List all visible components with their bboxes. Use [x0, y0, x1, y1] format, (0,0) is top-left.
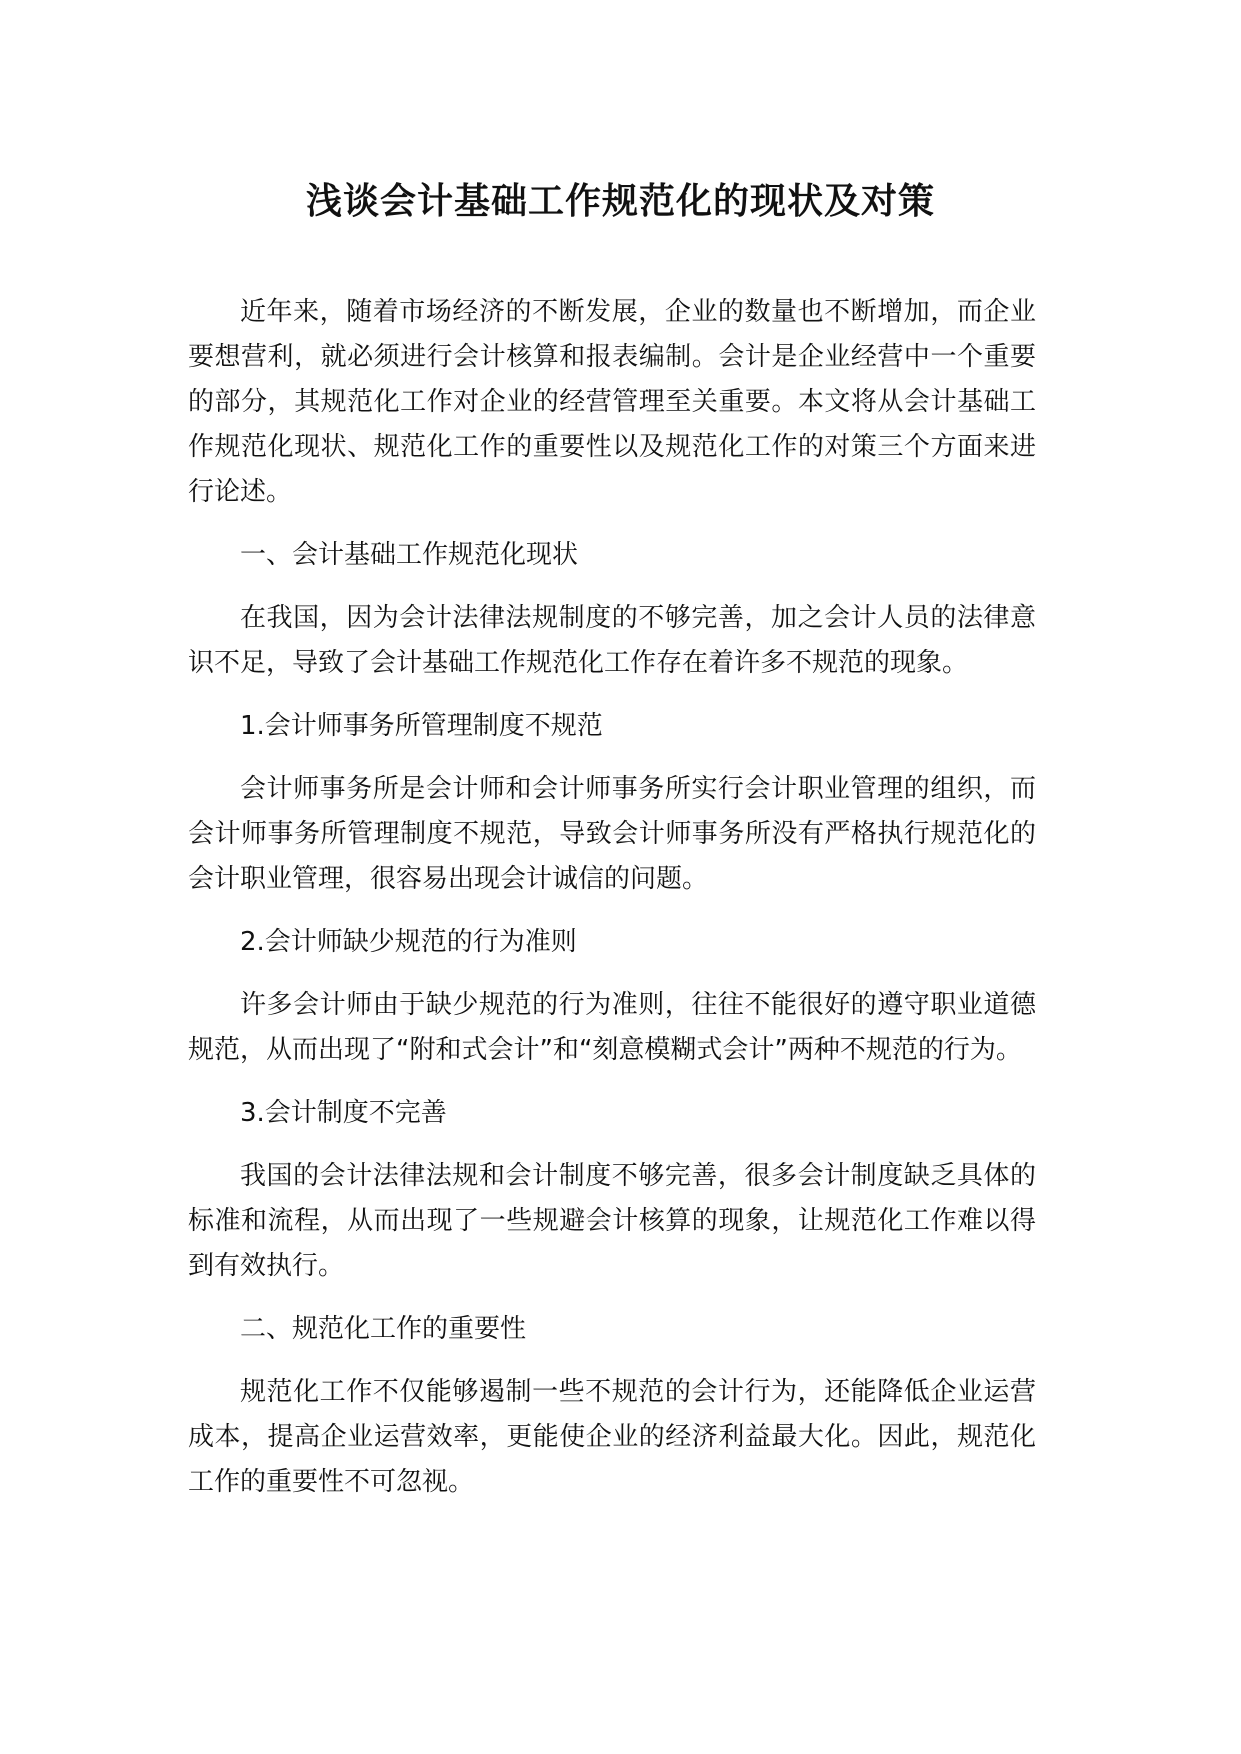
- paragraph-section-2: 规范化工作不仅能够遏制一些不规范的会计行为，还能降低企业运营成本，提高企业运营效率，更能使企业的经济利益最大化。因此，规范化工作的重要性不可忽视。: [188, 1377, 1036, 1497]
- section-heading-1: 一、会计基础工作规范化现状: [240, 540, 579, 570]
- paragraph-1-3: 我国的会计法律法规和会计制度不够完善，很多会计制度缺乏具体的标准和流程，从而出现了一些规避会计核算的现象，让规范化工作难以得到有效执行。: [188, 1161, 1036, 1281]
- paragraph-section-1: 在我国，因为会计法律法规制度的不够完善，加之会计人员的法律意识不足，导致了会计基础工作规范化工作存在着许多不规范的现象。: [188, 603, 1036, 678]
- subheading-1-2: 2.会计师缺少规范的行为准则: [240, 927, 577, 957]
- paragraph-1-2: 许多会计师由于缺少规范的行为准则，往往不能很好的遵守职业道德规范，从而出现了“附和式会计”和“刻意模糊式会计”两种不规范的行为。: [188, 990, 1036, 1065]
- paragraph-intro: 近年来，随着市场经济的不断发展，企业的数量也不断增加，而企业要想营利，就必须进行会计核算和报表编制。会计是企业经营中一个重要的部分，其规范化工作对企业的经营管理至关重要。本文将从会计基础工作规范化现状、规范化工作的重要性以及规范化工作的对策三个方面来进行论述。: [188, 297, 1036, 507]
- subheading-1-1: 1.会计师事务所管理制度不规范: [240, 711, 603, 741]
- subheading-1-3: 3.会计制度不完善: [240, 1098, 447, 1128]
- paragraph-1-1: 会计师事务所是会计师和会计师事务所实行会计职业管理的组织，而会计师事务所管理制度不规范，导致会计师事务所没有严格执行规范化的会计职业管理，很容易出现会计诚信的问题。: [188, 774, 1036, 894]
- document-body: [188, 290, 1036, 1523]
- section-heading-2: 二、规范化工作的重要性: [240, 1314, 527, 1344]
- document-title: 浅谈会计基础工作规范化的现状及对策: [305, 181, 935, 222]
